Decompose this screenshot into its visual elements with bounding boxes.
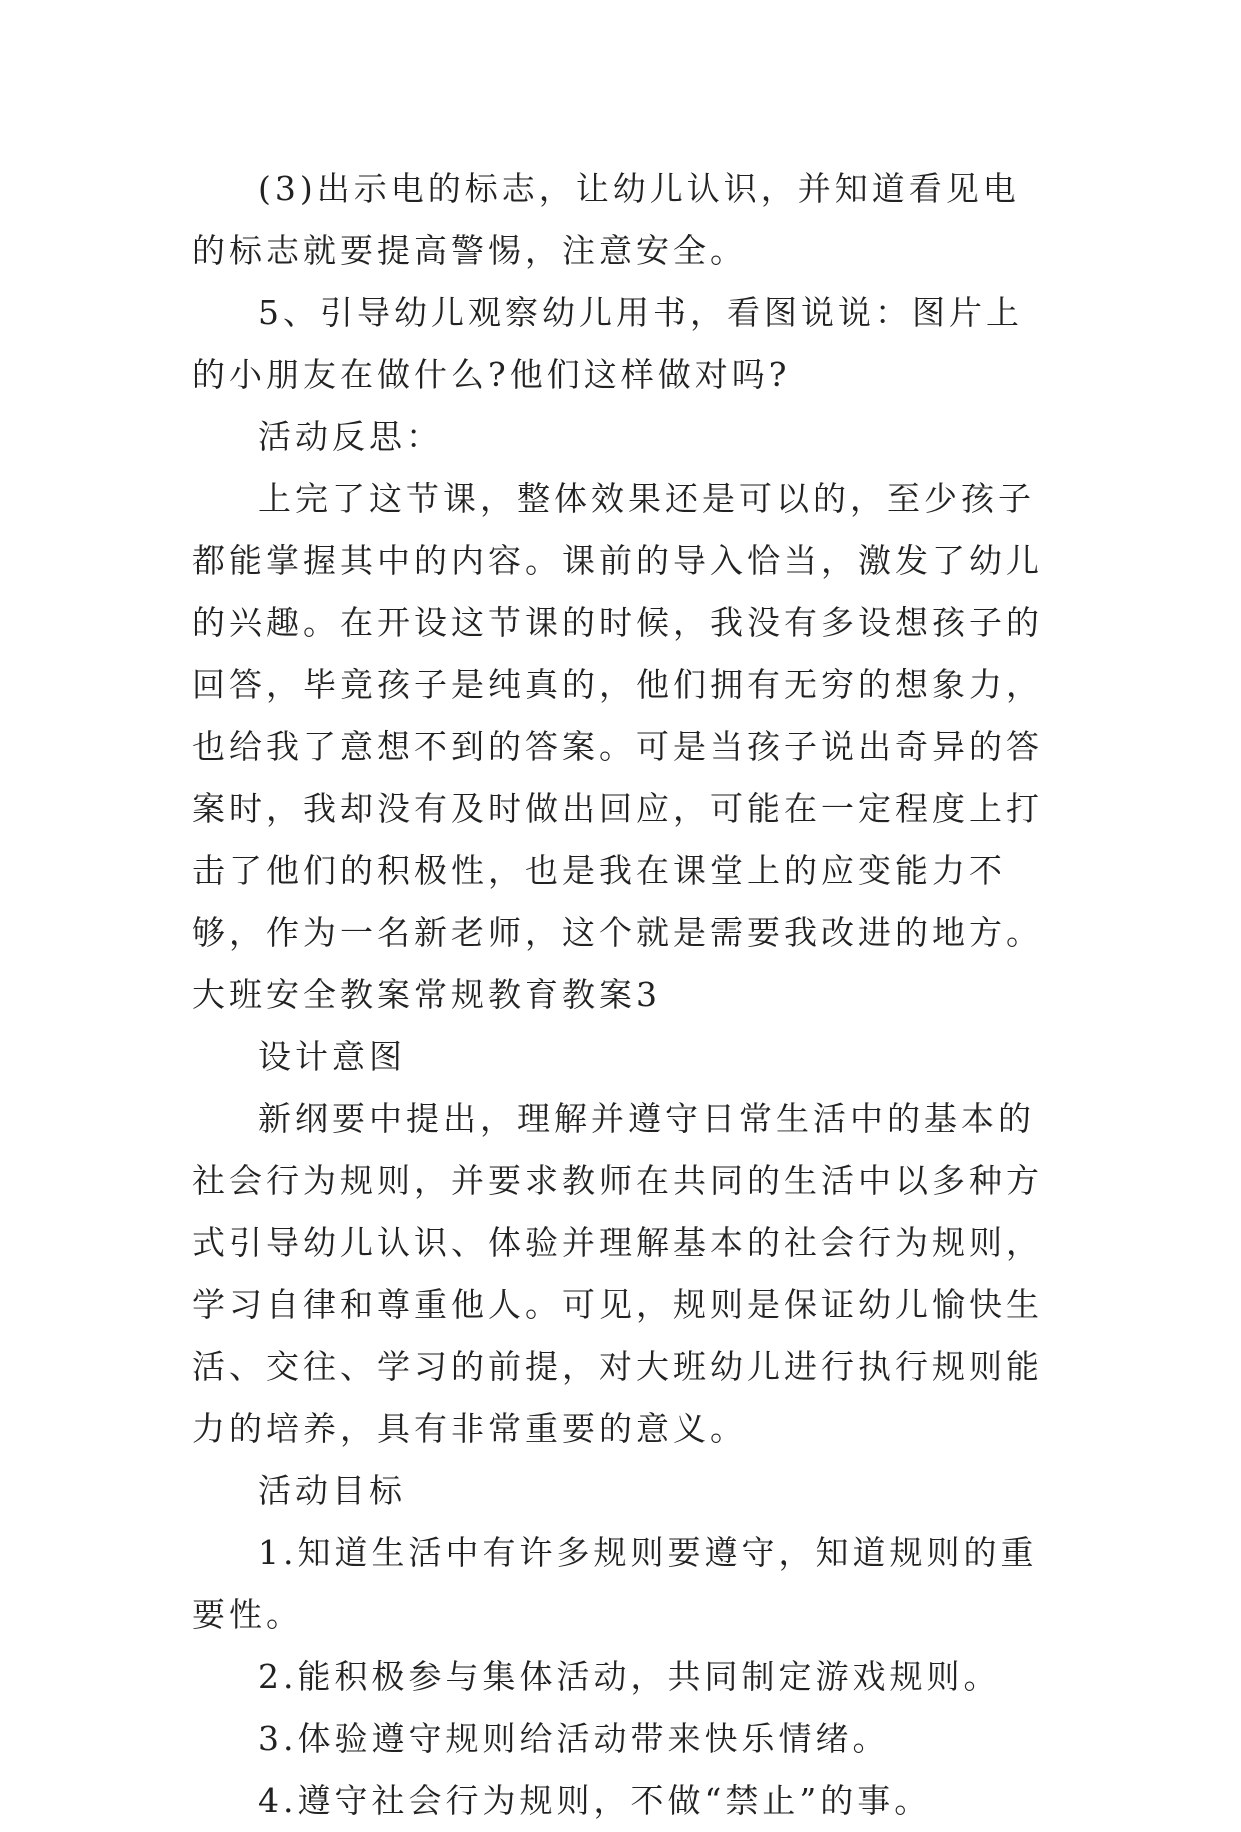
goal-item-2: 2.能积极参与集体活动，共同制定游戏规则。 <box>258 1657 1001 1696</box>
heading-design-intent: 设计意图 <box>258 1037 406 1076</box>
paragraph-design-intent-body: 新纲要中提出，理解并遵守日常生活中的基本的社会行为规则，并要求教师在共同的生活中以多种方式引导幼儿认识、体验并理解基本的社会行为规则，学习自律和尊重他人。可见，规则是保证幼儿愉快生活、交往、学习的前提，对大班幼儿进行执行规则能力的培养，具有非常重要的意义。 <box>192 1099 1043 1448</box>
goal-item-4: 4.遵守社会行为规则，不做“禁止”的事。 <box>258 1781 932 1820</box>
goal-item-3: 3.体验遵守规则给活动带来快乐情绪。 <box>258 1719 890 1758</box>
heading-activity-reflection: 活动反思： <box>258 417 443 456</box>
paragraph-reflection-body: 上完了这节课，整体效果还是可以的，至少孩子都能掌握其中的内容。课前的导入恰当，激发了幼儿的兴趣。在开设这节课的时候，我没有多设想孩子的回答，毕竟孩子是纯真的，他们拥有无穷的想象力，也给我了意想不到的答案。可是当孩子说出奇异的答案时，我却没有及时做出回应，可能在一定程度上打击了他们的积极性，也是我在课堂上的应变能力不够，作为一名新老师，这个就是需要我改进的地方。 <box>192 479 1043 952</box>
section-title-lesson-3: 大班安全教案常规教育教案3 <box>192 975 661 1014</box>
paragraph-observe-book: 5、引导幼儿观察幼儿用书，看图说说：图片上的小朋友在做什么?他们这样做对吗? <box>192 293 1023 394</box>
document-body <box>192 158 1052 1832</box>
paragraph-electric-sign: (3)出示电的标志，让幼儿认识，并知道看见电的标志就要提高警惕，注意安全。 <box>192 169 1020 270</box>
heading-activity-goals: 活动目标 <box>258 1471 406 1510</box>
goal-item-1: 1.知道生活中有许多规则要遵守，知道规则的重要性。 <box>192 1533 1038 1634</box>
